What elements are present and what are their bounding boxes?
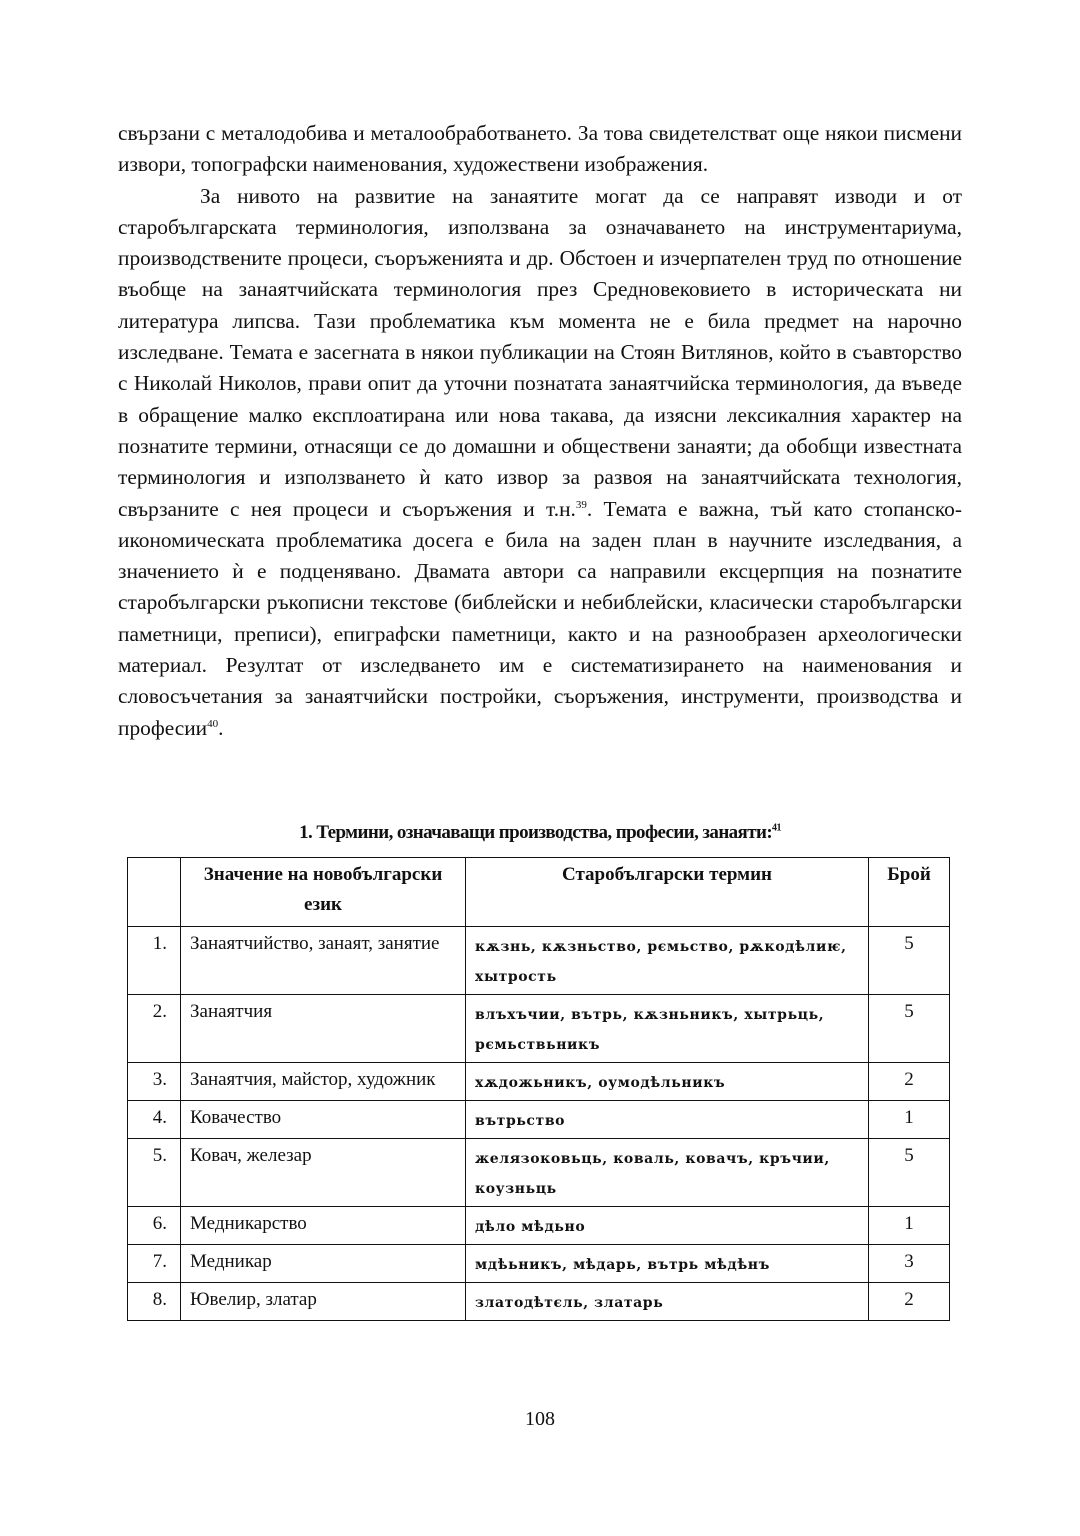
row-meaning: Занаятчия [181, 995, 466, 1063]
row-term: желязоковьць, коваль, ковачъ, кръчии, коузньць [466, 1139, 869, 1207]
row-number: 4. [128, 1101, 181, 1139]
table-title-text: 1. Термини, означаващи производства, професии, занаяти: [299, 822, 773, 843]
row-number: 7. [128, 1245, 181, 1283]
row-term: златодѣтєль, златарь [466, 1283, 869, 1321]
row-count: 1 [869, 1101, 950, 1139]
row-count: 1 [869, 1207, 950, 1245]
row-term: дѣло мѣдьно [466, 1207, 869, 1245]
body-text [118, 118, 962, 744]
row-meaning: Занаятчийство, занаят, занятие [181, 927, 466, 995]
row-term: хѫдожьникъ, оумодѣльникъ [466, 1063, 869, 1101]
row-term: вътрьство [466, 1101, 869, 1139]
row-term: кѫзнь, кѫзньство, рємьство, рѫкодѣлиѥ, хытрость [466, 927, 869, 995]
footnote-ref-40[interactable]: 40 [207, 717, 219, 730]
row-number: 1. [128, 927, 181, 995]
paragraph-2 [118, 181, 962, 744]
table-row [128, 1063, 950, 1101]
row-count: 2 [869, 1063, 950, 1101]
paragraph-2-part-3: . [218, 715, 224, 740]
row-meaning: Ковачество [181, 1101, 466, 1139]
header-count: Брой [869, 858, 950, 927]
header-meaning: Значение на новобългарски език [181, 858, 466, 927]
row-number: 2. [128, 995, 181, 1063]
table-row [128, 1283, 950, 1321]
row-term: мдѣьникъ, мѣдарь, вътрь мѣдѣнъ [466, 1245, 869, 1283]
row-count: 2 [869, 1283, 950, 1321]
header-number [128, 858, 181, 927]
row-meaning: Ковач, железар [181, 1139, 466, 1207]
row-count: 3 [869, 1245, 950, 1283]
terms-table [127, 857, 950, 1321]
paragraph-1: свързани с металодобива и металообработването. За това свидетелстват още някои писмени извори, топографски наименования, художествени изображения. [118, 121, 962, 177]
table-row [128, 1207, 950, 1245]
paragraph-2-part-2: . Темата е важна, тъй като стопанско-икономическата проблематика досега е била на заден план в научните изследвания, а значението ѝ е подценявано. Двамата автори са направили ексцерпция на познатите старобългарски ръкописни текстове (библейски и небиблейски, класически старобългарски паметници, преписи), епиграфски паметници, както и на разнообразен археологически материал. Резултат от изследването им е систематизирането на наименования и словосъчетания за занаятчийски постройки, съоръжения, инструменти, производства и професии [118, 496, 962, 740]
table-row [128, 1101, 950, 1139]
header-term: Старобългарски термин [466, 858, 869, 927]
row-number: 5. [128, 1139, 181, 1207]
table-header-row [128, 858, 950, 927]
table-row [128, 927, 950, 995]
row-meaning: Медникарство [181, 1207, 466, 1245]
row-number: 8. [128, 1283, 181, 1321]
row-meaning: Занаятчия, майстор, художник [181, 1063, 466, 1101]
row-number: 3. [128, 1063, 181, 1101]
page-number: 108 [525, 1408, 555, 1430]
row-count: 5 [869, 927, 950, 995]
row-number: 6. [128, 1207, 181, 1245]
row-count: 5 [869, 995, 950, 1063]
table-row [128, 995, 950, 1063]
paragraph-2-part-1: За нивото на развитие на занаятите могат да се направят изводи и от старобългарската терминология, използвана за означаването на инструментариума, производствените процеси, съоръженията и др. Обстоен и изчерпателен труд по отношение въобще на занаятчийската терминология през Средновековието в историческата ни литература липсва. Тази проблематика към момента не е била предмет на нарочно изследване. Темата е засегната в някои публикации на Стоян Витлянов, който в съавторство с Николай Николов, прави опит да уточни познатата занаятчийска терминология, да въведе в обращение малко експлоатирана или нова такава, да изясни лексикалния характер на познатите термини, отнасящи се до домашни и обществени занаяти; да обобщи известната терминология и използването ѝ като извор за развоя на занаятчийската технология, свързаните с нея процеси и съоръжения и т.н. [118, 183, 962, 521]
table-title [118, 822, 962, 844]
table-row [128, 1245, 950, 1283]
row-meaning: Медникар [181, 1245, 466, 1283]
footnote-ref-41[interactable]: 41 [772, 822, 781, 834]
table-row [128, 1139, 950, 1207]
row-count: 5 [869, 1139, 950, 1207]
row-term: влъхъчии, вътрь, кѫзньникъ, хытрьць, рємьствьникъ [466, 995, 869, 1063]
footnote-ref-39[interactable]: 39 [575, 498, 587, 511]
row-meaning: Ювелир, златар [181, 1283, 466, 1321]
